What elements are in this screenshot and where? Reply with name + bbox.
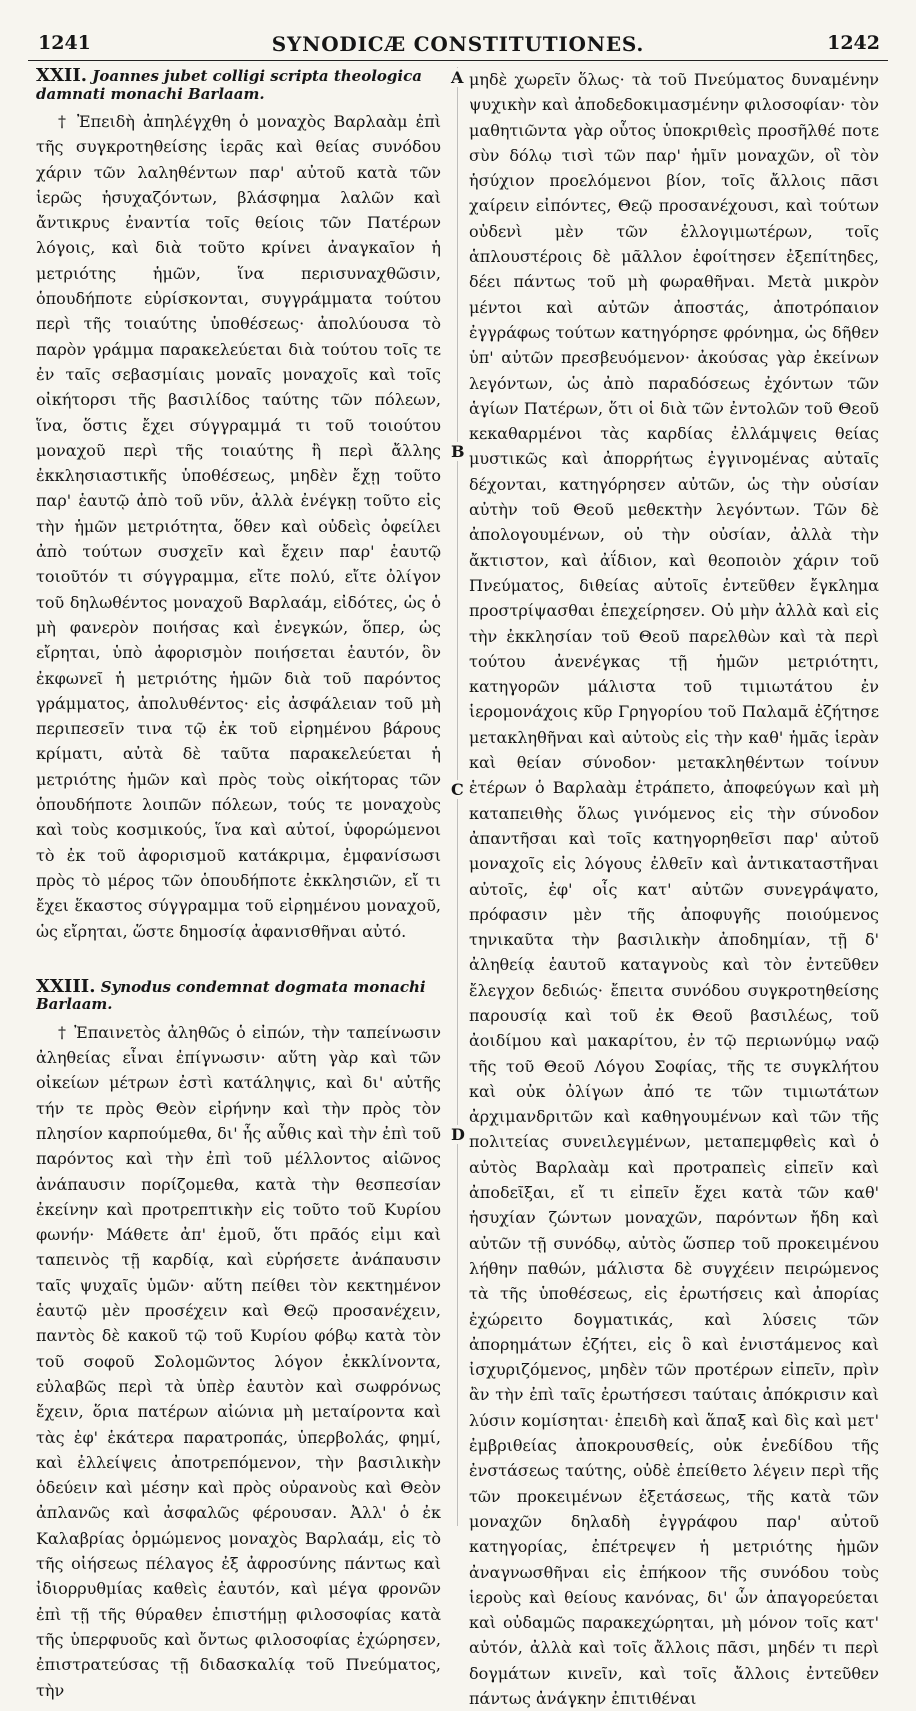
margin-letter-b: B [451, 442, 465, 461]
chapter-number: XXIII. [36, 975, 96, 997]
chapter-heading-xxiii [36, 975, 441, 1014]
paragraph-synod: † Ἐπαινετὸς ἀληθῶς ὁ εἰπών, τὴν ταπείνωσιν ἀληθείας εἶναι ἐπίγνωσιν· αὕτη γὰρ καὶ τῶν οἰκείων μέτρων ἐστὶ κατάληψις, καὶ δι' αὐτῆς τήν τε πρὸς Θεὸν εἰρήνην καὶ τὴν πρὸς τὸν πλησίον καρπούμεθα, δι' ἧς αὖθις καὶ τὴν ἐπὶ τοῦ παρόντος καὶ τὴν ἐπὶ τοῦ μέλλοντος αἰῶνος ἀνάπαυσιν πορίζομεθα, κατὰ τὴν θεσπεσίαν ἐκείνην καὶ προτρεπτικὴν εἰς τοῦτο τοῦ Κυρίου φωνήν· Μάθετε ἀπ' ἐμοῦ, ὅτι πρᾶός εἰμι καὶ ταπεινὸς τῇ καρδίᾳ, καὶ εὑρήσετε ἀνάπαυσιν ταῖς ψυχαῖς ὑμῶν· αὕτη πείθει τὸν κεκτημένον ἑαυτῷ μὲν προσέχειν καὶ Θεῷ προσανέχειν, παντὸς δὲ κακοῦ τῷ τοῦ Κυρίου φόβῳ κατὰ τὸν τοῦ σοφοῦ Σολομῶντος λόγον ἐκκλίνοντα, εὐλαβῶς περὶ τὰ ὑπὲρ ἑαυτὸν καὶ σωφρόνως ἔχειν, ὅρια πατέρων αἰώνια μὴ μεταίροντα καὶ τὰς ἐφ' ἑκάτερα παρατροπάς, ὑπερβολάς, φημί, καὶ ἐλλείψεις ἀποτρεπόμενον, τὴν βασιλικὴν ὁδεύειν καὶ μέσην καὶ πρὸς οὐρανοὺς καὶ Θεὸν ἀπλανῶς καὶ ἀσφαλῶς φέρουσαν. Ἀλλ' ὁ ἐκ Καλαβρίας ὁρμώμενος μοναχὸς Βαρλαάμ, εἰς τὸ τῆς οἰήσεως πέλαγος ἐξ ἀφροσύνης πάντως καὶ ἰδιορρυθμίας καθεὶς ἑαυτόν, καὶ μέγα φρονῶν ἐπὶ τῇ τῆς θύραθεν ἐπιστήμῃ φιλοσοφίας κατὰ τῆς ὑπερφυοῦς καὶ ὄντως φιλοσοφίας ἐχώρησεν, ἐπιστρατεύσας τῇ διδασκαλίᾳ τοῦ Πνεύματος, τὴν [36, 1022, 441, 1700]
chapter-heading-xxii [36, 67, 441, 103]
margin-letter-c: C [451, 780, 464, 799]
margin-letter-a: A [451, 68, 464, 87]
margin-letter-d: D [451, 1125, 465, 1144]
chapter-title: Joannes jubet colligi scripta theologica damnati monachi Barlaam. [36, 67, 422, 103]
paragraph-continued: μηδὲ χωρεῖν ὅλως· τὰ τοῦ Πνεύματος δυναμένην ψυχικὴν καὶ ἀποδεδοκιμασμένην φιλοσοφίαν· τὸν μαθητιῶντα γὰρ οὗτος ὑποκριθεὶς προσῆλθέ ποτε σὺν δόλῳ τισὶ τῶν παρ' ἡμῖν μοναχῶν, οἳ τὸν ἡσύχιον προελόμενοι βίον, τοῖς ἄλλοις πᾶσι χαίρειν εἰπόντες, Θεῷ προσανέχουσι, καὶ τούτων οὐδενὶ μὲν τῶν ἐλλογιμωτέρων, τοῖς ἁπλουστέροις δὲ μᾶλλον ἐφοίτησεν ἐξεπίτηδες, δέει πάντως τοῦ μὴ φωραθῆναι. Μετὰ μικρὸν μέντοι καὶ αὐτῶν ἀποστάς, ἀποτρόπαιον ἐγγράφως τούτων κατηγόρησε φρόνημα, ὡς δῆθεν ὑπ' αὐτῶν πρεσβευόμενον· ἀκούσας γὰρ ἐκείνων λεγόντων, ὡς ἀπὸ παραδόσεως ἐχόντων τῶν ἁγίων Πατέρων, ὅτι οἱ διὰ τῶν ἐντολῶν τοῦ Θεοῦ κεκαθαρμένοι τὰς καρδίας ἐλλάμψεις θείας μυστικῶς καὶ ἀπορρήτως ἐγγινομένας αὐταῖς δέχονται, κατηγόρησεν αὐτῶν, ὡς τὴν οὐσίαν αὐτὴν τοῦ Θεοῦ μεθεκτὴν λεγόντων. Τῶν δὲ ἀπολογουμένων, οὐ τὴν οὐσίαν, ἀλλὰ τὴν ἄκτιστον, καὶ ἀΐδιον, καὶ θεοποιὸν χάριν τοῦ Πνεύματος, διθείας αὐτοῖς ἐντεῦθεν ἔγκλημα προστρίψασθαι ἐπεχείρησεν. Οὐ μὴν ἀλλὰ καὶ εἰς τὴν ἐκκλησίαν τοῦ Θεοῦ παρελθὼν καὶ τὰ περὶ τούτου ἀνενέγκας τῇ ἡμῶν μετριότητι, κατηγορῶν μάλιστα τοῦ τιμιωτάτου ἐν ἱερομονάχοις κῦρ Γρηγορίου τοῦ Παλαμᾶ ἐζήτησε μετακληθῆναι καὶ αὐτοὺς εἰς τὴν καθ' ἡμᾶς ἱερὰν καὶ θείαν σύνοδον· μετακληθέντων τοίνυν ἑτέρων ὁ Βαρλαὰμ ἐτράπετο, ἀποφεύγων καὶ μὴ καταπειθὴς ὅλως γινόμενος εἰς τὴν σύνοδον ἀπαντῆσαι καὶ τοῖς κατηγορηθεῖσι παρ' αὐτοῦ μοναχοῖς εἰς λόγους ἐλθεῖν καὶ ἀντικαταστῆναι αὐτοῖς, ἐφ' οἷς κατ' αὐτῶν συνεγράψατο, πρόφασιν μὲν τῆς ἀποφυγῆς ποιούμενος τηνικαῦτα τὴν βασιλικὴν ἀποδημίαν, τῇ δ' ἀληθείᾳ ἑαυτοῦ καταγνοὺς καὶ τὸν ἐντεῦθεν ἔλεγχον δεδιώς· ἔπειτα συνόδου συγκροτηθείσης παρουσίᾳ καὶ τοῦ ἐκ Θεοῦ βασιλέως, τοῦ ἀοιδίμου καὶ μακαρίτου, ἐν τῷ περιωνύμῳ ναῷ τῆς τοῦ Θεοῦ Λόγου Σοφίας, τῆς τε συγκλήτου καὶ οὐκ ὀλίγων ἀπό τε τῶν τιμιωτάτων ἀρχιμανδριτῶν καὶ καθηγουμένων καὶ τῶν τῆς πολιτείας συνειλεγμένων, μεταπεμφθεὶς καὶ ὁ αὐτὸς Βαρλαὰμ καὶ προτραπεὶς εἰπεῖν καὶ ἀποδεῖξαι, εἴ τι εἰπεῖν ἔχει κατὰ τῶν καθ' ἡσυχίαν ζώντων μοναχῶν, παρόντων ἤδη καὶ αὐτῶν τῇ συνόδῳ, αὐτὸς ὥσπερ τοῦ προκειμένου λήθην παθών, μάλιστα δὲ συγχέειν πειρώμενος τὰ τῆς ὑποθέσεως, εἰς ἐρωτήσεις καὶ ἀπορίας ἐχώρειτο δογματικάς, καὶ λύσεις τῶν ἀπορημάτων ἐζήτει, εἰς ὃ καὶ ἐνιστάμενος καὶ ἰσχυριζόμενος, μηδὲν τῶν προτέρων εἰπεῖν, πρὶν ἂν τὴν ἐπὶ ταῖς ἐρωτήσεσι ταύταις ἀπόκρισιν καὶ λύσιν κομίσηται· ἐπειδὴ καὶ ἅπαξ καὶ δὶς καὶ μετ' ἐμβριθείας ἀποκρουσθείς, οὐκ ἐνεδίδου τῆς ἐνστάσεως ταύτης, οὐδὲ ἐπείθετο λέγειν περὶ τῆς τῶν προκειμένων ἐξετάσεως, τῆς κατὰ τῶν μοναχῶν δηλαδὴ ἐγγράφου παρ' αὐτοῦ κατηγορίας, ἐπέτρεψεν ἡ μετριότης ἡμῶν ἀναγνωσθῆναι εἰς ἐπήκοον τῆς συνόδου τοὺς ἱεροὺς καὶ θείους κανόνας, δι' ὧν ἀπαγορεύεται καὶ οὐδαμῶς παρακεχώρηται, μὴ μόνον τοῖς κατ' αὐτόν, ἀλλὰ καὶ τοῖς ἄλλοις πᾶσι, μηδέν τι περὶ δογμάτων κινεῖν, καὶ τοῖς ἄλλοις ἐντεῦθεν πάντως ἀνάγκην ἐπιτιθέναι [469, 70, 879, 1708]
page-number-right: 1242 [827, 32, 880, 54]
chapter-number: XXII. [36, 67, 88, 86]
running-title: SYNODICÆ CONSTITUTIONES. [271, 32, 645, 56]
running-header [28, 30, 888, 61]
chapter-title: Synodus condemnat dogmata monachi Barlaam. [36, 977, 426, 1014]
paragraph-decree: † Ἐπειδὴ ἀπηλέγχθη ὁ μοναχὸς Βαρλαὰμ ἐπὶ τῆς συγκροτηθείσης ἱερᾶς καὶ θείας συνόδου χάριν τῶν λαληθέντων παρ' αὐτοῦ κατὰ τῶν ἱερῶς ἡσυχαζόντων, βλάσφημα λαλῶν καὶ ἄντικρυς ἐναντία τοῖς θείοις τῶν Πατέρων λόγοις, καὶ διὰ τοῦτο κρίνει ἀναγκαῖον ἡ μετριότης ἡμῶν, ἵνα περισυναχθῶσιν, ὁπουδήποτε εὑρίσκονται, συγγράμματα τούτου περὶ τῆς τοιαύτης ὑποθέσεως· ἀπολύουσα τὸ παρὸν γράμμα παρακελεύεται διὰ τούτου τοῖς τε ἐν ταῖς σεβασμίαις μοναῖς μοναχοῖς καὶ τοῖς οἰκήτορσι τῆς βασιλίδος ταύτης τῶν πόλεων, ἵνα, ὅστις ἔχει σύγγραμμά τι τοῦ τοιούτου μοναχοῦ περὶ τῆς τοιαύτης ἢ περὶ ἄλλης ἐκκλησιαστικῆς ὑποθέσεως, μηδὲν ἔχῃ τοῦτο παρ' ἑαυτῷ ἀπὸ τοῦ νῦν, ἀλλὰ ἐνέγκῃ τοῦτο εἰς τὴν ἡμῶν μετριότητα, ὅθεν καὶ οὐδεὶς ὀφείλει ἀπὸ τούτων συσχεῖν καὶ ἔχειν παρ' ἑαυτῷ τοιοῦτόν τι σύγγραμμα, εἴτε πολύ, εἴτε ὀλίγον τοῦ δηλωθέντος μοναχοῦ Βαρλαάμ, εἰδότες, ὡς ὁ μὴ φανερὸν ποιήσας καὶ ἐνεγκών, ὅπερ, ὡς εἴρηται, ὑπὸ ἀφορισμὸν ποιήσεται ἑαυτόν, ὃν ἐκφωνεῖ ἡ μετριότης ἡμῶν διὰ τοῦ παρόντος γράμματος, ἀπολυθέντος· εἰς ἀσφάλειαν τοῦ μὴ περιπεσεῖν τινα τῷ ἐκ τοῦ εἰρημένου βάρους κρίματι, αὐτὰ δὲ ταῦτα παρακελεύεται ἡ μετριότης ἡμῶν καὶ πρὸς τοὺς οἰκήτορας τῶν ὁπουδήποτε λοιπῶν πόλεων, τούς τε μοναχοὺς καὶ τοὺς κοσμικούς, ἵνα καὶ αὐτοί, ὑφορώμενοι τὸ ἐκ τοῦ ἀφορισμοῦ κατάκριμα, ἐμφανίσωσι πρὸς τὸ μέρος τῶν ὁπουδήποτε ἐκκλησιῶν, εἴ τι ἔχει ἕκαστος σύγγραμμα τοῦ εἰρημένου μοναχοῦ, ὡς εἴρηται, ὥστε δημοσίᾳ ἀφανισθῆναι αὐτό. [36, 112, 441, 941]
right-column [469, 67, 879, 1711]
left-column [36, 67, 441, 1703]
page-number-left: 1241 [38, 32, 91, 54]
